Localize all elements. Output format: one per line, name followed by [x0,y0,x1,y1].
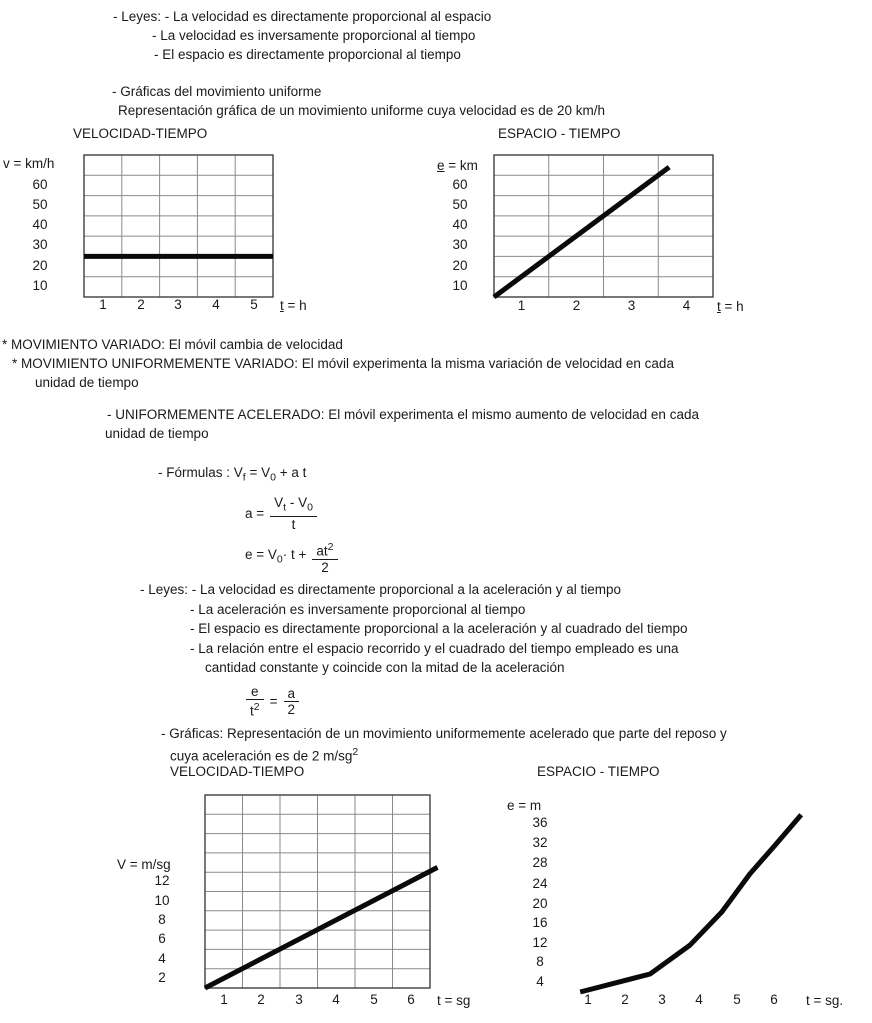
x-tick: 6 [407,992,415,1007]
intro-line: - Gráficas del movimiento uniforme [112,84,322,99]
y-tick: 12 [154,873,170,888]
text-line: - La aceleración es inversamente proporcional al tiempo [190,602,526,617]
y-tick: 60 [452,177,468,192]
x-tick: 1 [99,297,107,312]
fraction [270,495,317,532]
y-tick: 10 [32,278,48,293]
y-axis-label: V = m/sg [117,857,171,872]
x-tick: 4 [682,298,691,313]
y-tick: 12 [532,935,548,950]
x-tick: 6 [770,992,778,1007]
x-axis-label: t = h [717,299,744,314]
formulas-label: - Fórmulas : [158,465,231,480]
x-tick: 2 [572,298,581,313]
x-tick: 1 [220,992,228,1007]
formula-aceleracion [245,495,317,532]
x-tick: 5 [370,992,378,1007]
text-line: cantidad constante y coincide con la mitad de la aceleración [205,660,565,675]
formula-lhs: a = [245,505,265,521]
x-tick: 2 [621,992,629,1007]
y-tick: 50 [32,197,48,212]
x-tick: 3 [174,297,182,312]
x-axis-label: t = sg [437,993,471,1008]
x-tick: 2 [257,992,265,1007]
y-tick: 60 [32,177,48,192]
fraction [312,540,337,575]
fraction-denominator: 2 [287,701,296,717]
y-tick: 4 [536,974,544,989]
text-line: * MOVIMIENTO UNIFORMEMENTE VARIADO: El móvil experimenta la misma variación de velocidad en cada [12,356,674,371]
intro-line: - Leyes: - La velocidad es directamente proporcional al espacio [113,9,492,24]
vt-accelerated-data-line [205,867,438,988]
fraction-numerator: $at^2$ [312,540,337,560]
chart-title: ESPACIO - TIEMPO [498,126,621,141]
intro-line: - La velocidad es inversamente proporcional al tiempo [152,28,476,43]
x-tick: 1 [517,298,526,313]
x-axis-label: t = h [280,298,307,313]
x-axis-label: t = sg. [806,993,844,1008]
y-axis-label: e = m [507,798,542,813]
x-tick: 3 [295,992,303,1007]
chart-title: VELOCIDAD-TIEMPO [73,126,208,141]
y-tick: 24 [532,876,548,891]
fraction-numerator: e [246,684,264,700]
text-line: unidad de tiempo [35,375,139,390]
y-tick: 30 [32,237,48,252]
y-tick: 20 [532,896,548,911]
y-tick: 4 [158,951,166,966]
text-line: - La relación entre el espacio recorrido y el cuadrado del tiempo empleado es una [190,641,679,656]
text-line: - Leyes: - La velocidad es directamente proporcional a la aceleración y al tiempo [140,582,622,597]
chart-title: VELOCIDAD-TIEMPO [170,764,305,779]
text-line: - El espacio es directamente proporcional a la aceleración y al cuadrado del tiempo [190,621,688,636]
equals-sign: = [269,693,278,709]
text-line: * MOVIMIENTO VARIADO: El móvil cambia de velocidad [2,337,343,352]
x-tick: 4 [212,297,220,312]
y-tick: 6 [158,931,166,946]
y-tick: 16 [532,915,548,930]
intro-line: Representación gráfica de un movimiento uniforme cuya velocidad es de 20 km/h [118,103,606,118]
x-tick: 3 [627,298,636,313]
y-tick: 36 [532,815,548,830]
y-tick: 40 [452,217,468,232]
formula-line [158,465,306,486]
intro-line: - El espacio es directamente proporcional al tiempo [154,47,461,62]
et-accelerated-data-curve [580,815,801,992]
text-line: unidad de tiempo [105,426,209,441]
y-tick: 20 [452,258,468,273]
y-tick: 40 [32,217,48,232]
y-tick: 10 [452,278,468,293]
fraction [246,684,264,719]
fraction-numerator: $V_t - V_0$ [270,495,317,517]
fraction-denominator: t [291,516,296,532]
text-line: cuya aceleración es de 2 $m/sg^2$ [170,746,359,764]
y-tick: 2 [158,970,166,985]
x-tick: 1 [584,992,592,1007]
formula-espacio [245,540,338,575]
formula-relacion [246,684,299,719]
fraction-denominator: $t^2$ [250,701,260,719]
vt-uniform-grid [84,155,273,297]
fraction [284,686,300,717]
y-tick: 28 [532,855,548,870]
y-tick: 20 [32,258,48,273]
fraction-numerator: a [284,686,300,702]
x-tick: 4 [332,992,340,1007]
x-tick: 2 [137,297,145,312]
chart-title: ESPACIO - TIEMPO [537,764,660,779]
y-tick: 8 [158,912,166,927]
text-line: - Gráficas: Representación de un movimiento uniformemente acelerado que parte del reposo y [161,726,727,741]
y-tick: 50 [452,197,468,212]
y-tick: 8 [536,954,544,969]
y-tick: 10 [154,893,170,908]
y-axis-label: v = km/h [3,156,55,171]
fraction-denominator: 2 [321,559,329,575]
formula-lhs: $e = V_0\cdot t$ + [245,546,307,566]
formula-vf: $V_f = V_0 + a$ t [233,465,307,484]
y-tick: 30 [452,237,468,252]
x-tick: 4 [695,992,703,1007]
et-uniform-data-line [494,167,669,297]
y-axis-label: e = km [437,158,478,173]
x-tick: 5 [250,297,258,312]
x-tick: 3 [658,992,666,1007]
y-tick: 32 [532,835,548,850]
text-line: - UNIFORMEMENTE ACELERADO: El móvil experimenta el mismo aumento de velocidad en cada [107,407,699,422]
x-tick: 5 [733,992,741,1007]
